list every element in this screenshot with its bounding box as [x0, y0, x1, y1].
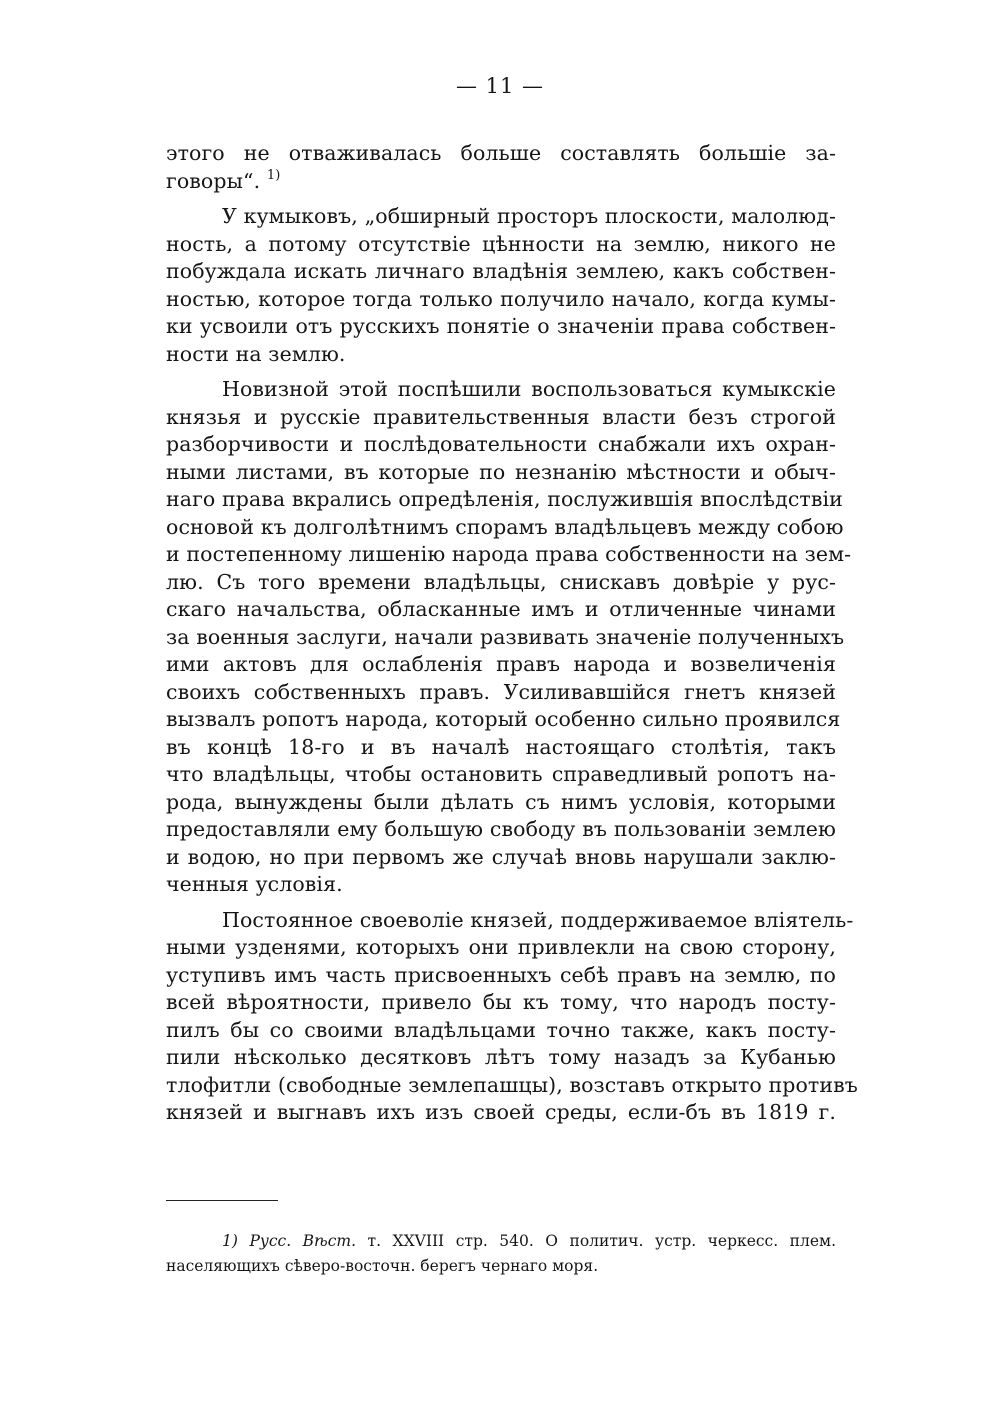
text-line: ность, а потому отсутствіе цѣнности на землю, никого не	[166, 231, 836, 256]
footnote-marker: 1)	[222, 1232, 238, 1250]
text-line-content: говоры“.	[166, 168, 261, 193]
text-line: тлофитли (свободные землепашцы), возставъ открыто противъ	[166, 1072, 858, 1097]
text-line: вызвалъ ропотъ народа, который особенно сильно проявился	[166, 707, 841, 731]
text-line: уступивъ имъ часть присвоенныхъ себѣ правъ на землю, по	[166, 962, 836, 987]
text-line: что владѣльцы, чтобы остановить справедливый ропотъ на-	[166, 762, 836, 786]
text-line: побуждала искать личнаго владѣнія землею, какъ собствен-	[166, 259, 836, 283]
body-text	[166, 140, 858, 1127]
text-line: ными узденями, которыхъ они привлекли на свою сторону,	[166, 935, 836, 959]
text-line: разборчивости и послѣдовательности снабжали ихъ охран-	[166, 432, 836, 456]
text-line: и постепенному лишенію народа права собственности на зем-	[166, 542, 852, 566]
text-line: лю. Съ того времени владѣльцы, снискавъ довѣріе у рус-	[166, 569, 836, 594]
footnote-line	[166, 1229, 836, 1254]
text-line: ными листами, въ которые по незнанію мѣстности и обыч-	[166, 459, 836, 484]
footnote-text: т. XXVIII стр. 540. О политич. устр. черкесс. плем.	[367, 1232, 837, 1250]
footnote	[166, 1229, 836, 1279]
footnote-divider	[166, 1200, 278, 1201]
text-line: и водою, но при первомъ же случаѣ вновь нарушали заклю-	[166, 844, 836, 869]
footnote-reference: 1)	[266, 167, 281, 183]
text-line: князья и русскіе правительственныя власти безъ строгой	[166, 404, 836, 429]
footnote-source: Русс. Вѣст.	[249, 1232, 357, 1250]
text-line: ки усвоили отъ русскихъ понятіе о значеніи права собствен-	[166, 314, 836, 338]
text-line: пилъ бы со своими владѣльцами точно также, какъ посту-	[166, 1017, 836, 1042]
text-line: предоставляли ему большую свободу въ пользованіи землею	[166, 817, 836, 841]
text-line: ченныя условія.	[166, 872, 343, 896]
paragraph-4	[166, 907, 858, 1127]
footnote-line: населяющихъ сѣверо-восточн. берегъ чернаго моря.	[166, 1257, 599, 1275]
text-line: въ концѣ 18-го и въ началѣ настоящаго столѣтія, такъ	[166, 734, 836, 759]
page-number: — 11 —	[455, 74, 545, 98]
text-line: основой къ долголѣтнимъ спорамъ владѣльцевъ между собою	[166, 514, 844, 539]
text-line: этого не отваживалась больше составлять большіе за-	[166, 141, 836, 165]
text-line: своихъ собственныхъ правъ. Усиливавшійся гнетъ князей	[166, 679, 836, 704]
text-line: ностью, которое тогда только получило начало, когда кумы-	[166, 286, 836, 311]
text-line: всей вѣроятности, привело бы къ тому, что народъ посту-	[166, 990, 836, 1014]
text-line: князей и выгнавъ ихъ изъ своей среды, если-бъ въ 1819 г.	[166, 1100, 836, 1124]
text-line: рода, вынуждены были дѣлать съ нимъ условія, которыми	[166, 789, 836, 814]
text-line: скаго начальства, обласканные имъ и отличенные чинами	[166, 597, 836, 621]
paragraph-1	[166, 140, 836, 195]
text-line: за военныя заслуги, начали развивать значеніе полученныхъ	[166, 624, 845, 649]
text-line: наго права вкрались опредѣленія, послужившія впослѣдствіи	[166, 487, 843, 511]
text-line	[166, 168, 836, 196]
text-line: Новизной этой поспѣшили воспользоваться кумыкскіе	[222, 377, 836, 401]
text-line: пили нѣсколько десятковъ лѣтъ тому назадъ за Кубанью	[166, 1045, 836, 1069]
text-line: ности на землю.	[166, 341, 346, 366]
text-line: Постоянное своеволіе князей, поддерживаемое вліятель-	[222, 907, 854, 932]
text-line: ими актовъ для ослабленія правъ народа и возвеличенія	[166, 652, 836, 676]
paragraph-3	[166, 376, 852, 899]
text-line: У кумыковъ, „обширный просторъ плоскости, малолюд-	[222, 204, 836, 228]
paragraph-2	[166, 203, 836, 368]
